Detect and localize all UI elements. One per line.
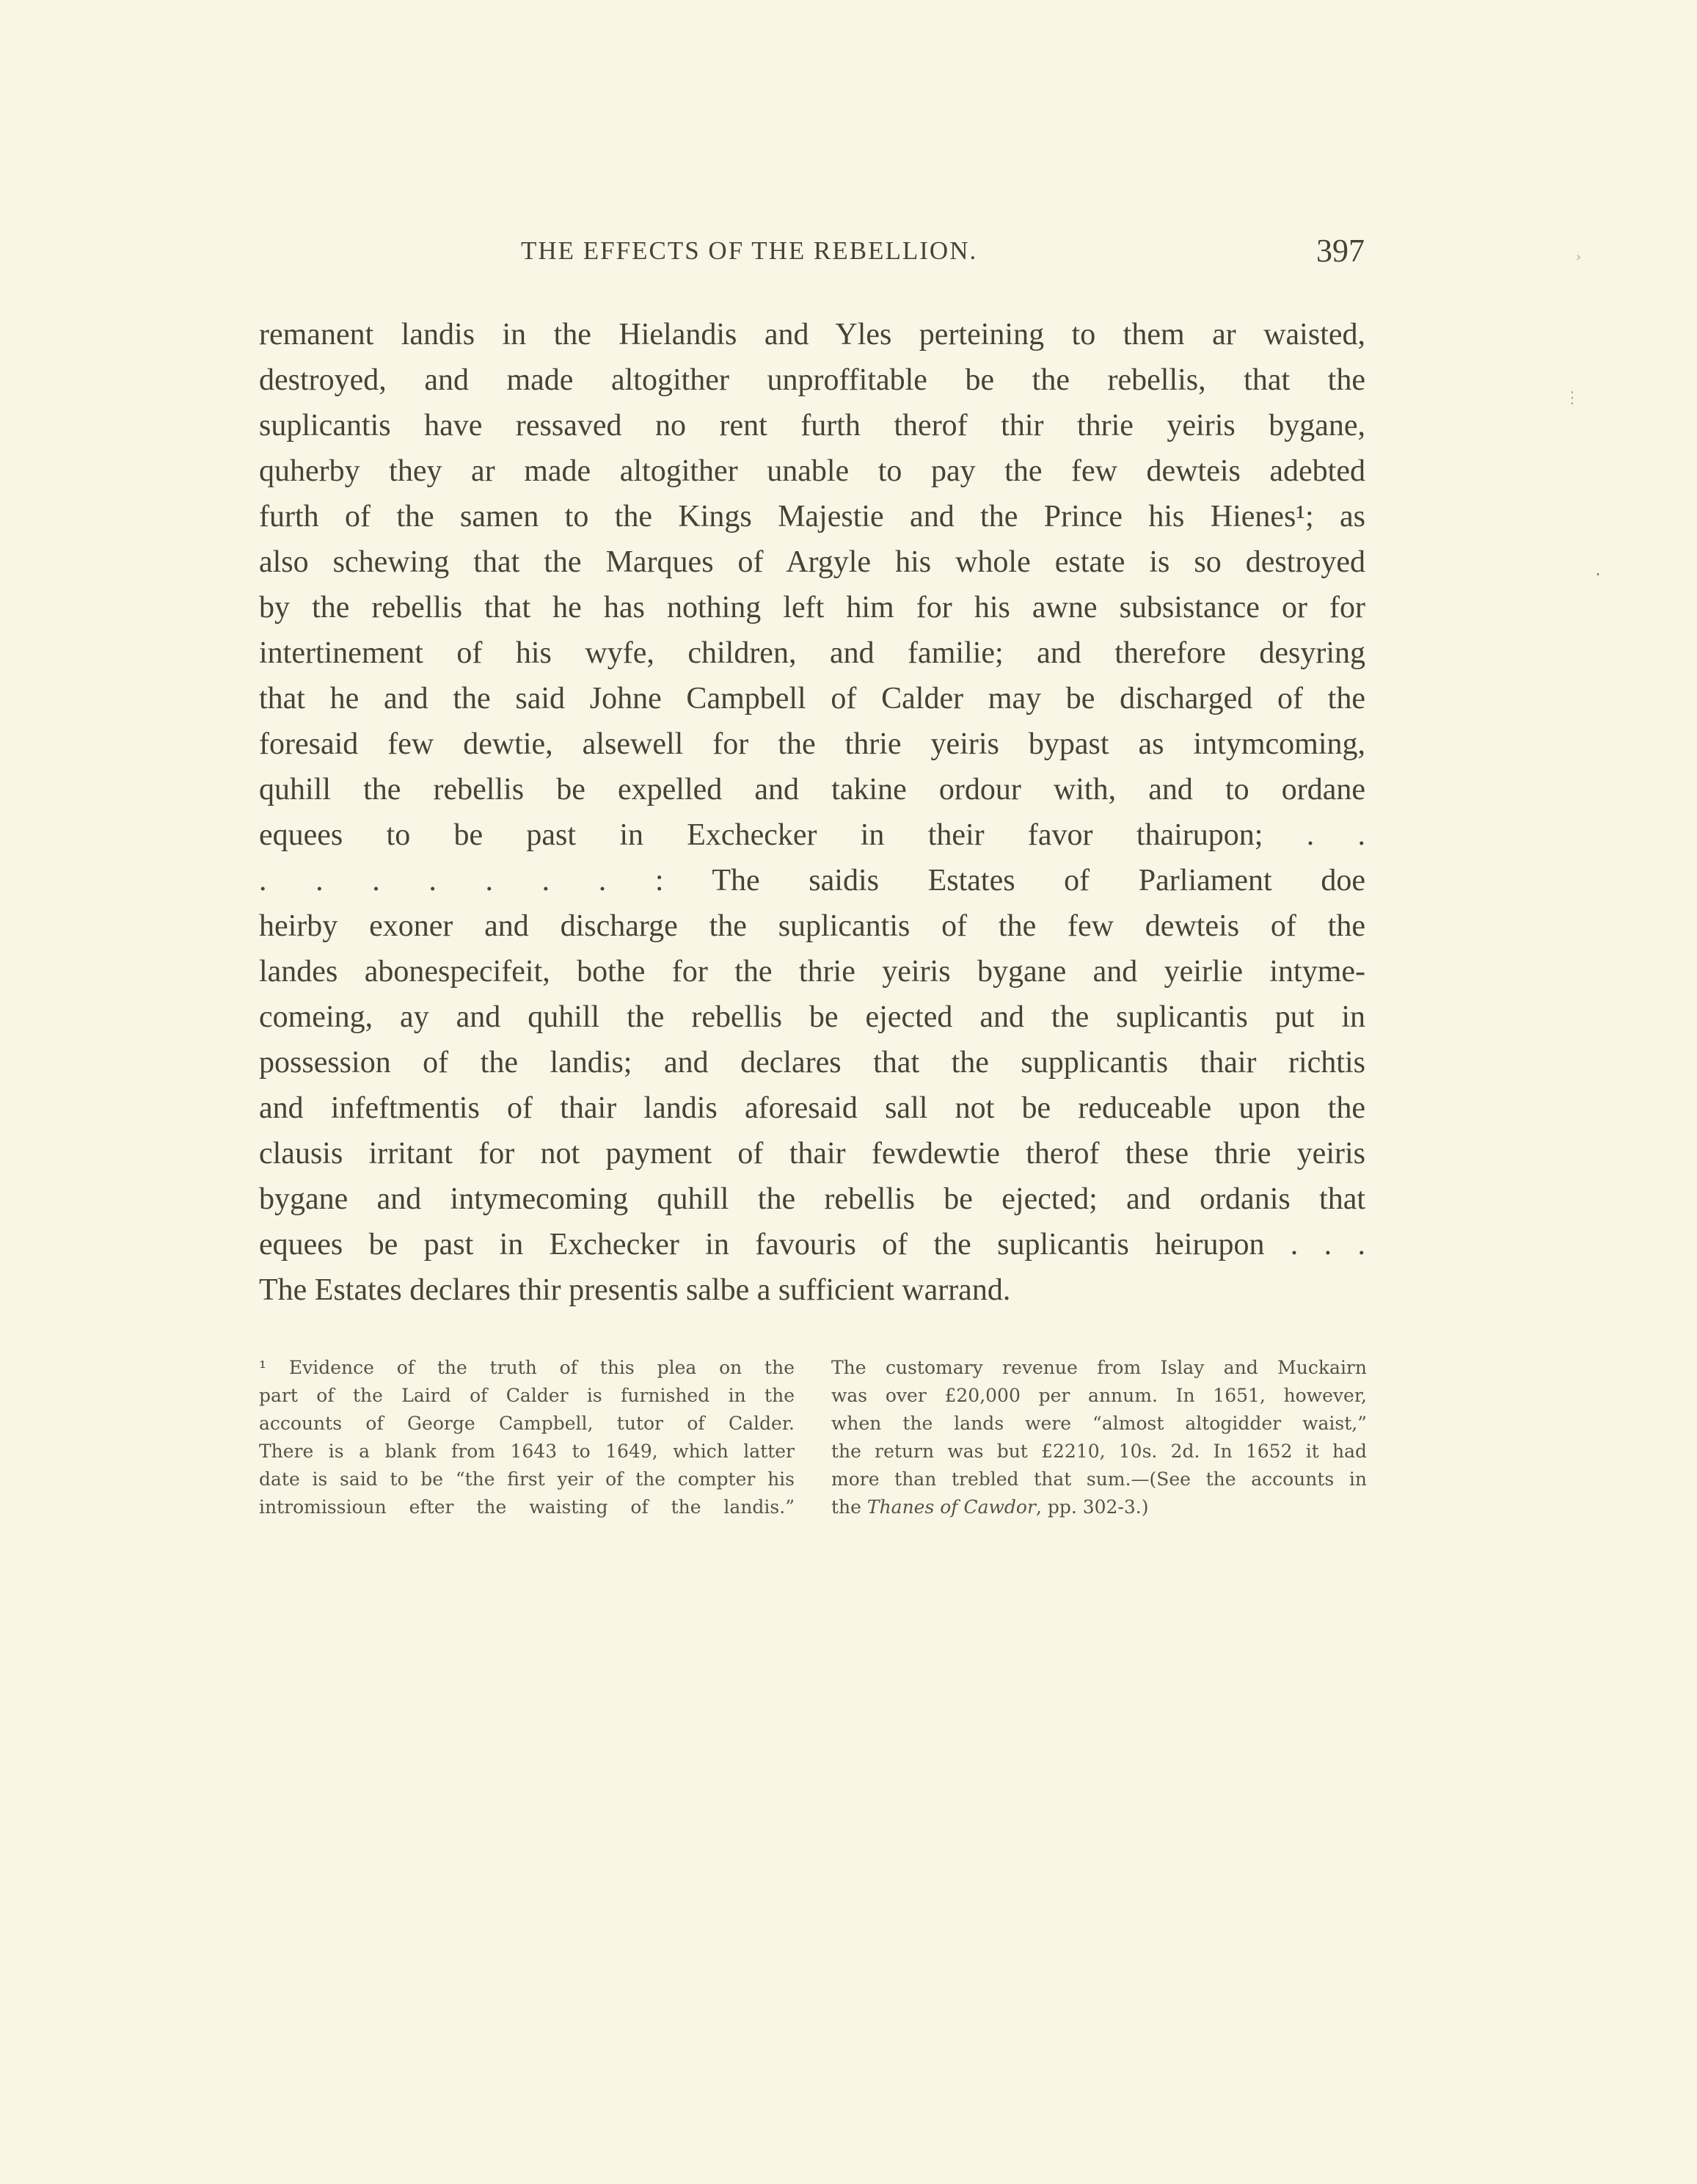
footnote-line: part of the Laird of Calder is furnished in the bbox=[259, 1385, 795, 1406]
body-line: comeing, ay and quhill the rebellis be ejected and the suplicantis put in bbox=[259, 1000, 1365, 1034]
footnote-line: the return was but £2210, 10s. 2d. In 1652 it had bbox=[831, 1441, 1367, 1462]
body-line: foresaid few dewtie, alsewell for the thrie yeiris bypast as intymcoming, bbox=[259, 727, 1365, 761]
body-line: equees be past in Exchecker in favouris of the suplicantis heirupon . . . bbox=[259, 1228, 1365, 1262]
body-line: and infeftmentis of thair landis aforesaid sall not be reduceable upon the bbox=[259, 1091, 1365, 1125]
footnote-line: date is said to be “the first yeir of the compter his bbox=[259, 1468, 795, 1490]
body-text bbox=[259, 312, 1365, 1313]
footnote-text: , pp. 302-3.) bbox=[1035, 1496, 1149, 1518]
margin-speck: ․ bbox=[1595, 559, 1602, 580]
body-line: . . . . . . . : The saidis Estates of Parliament doe bbox=[259, 864, 1365, 898]
footnote-line: There is a blank from 1643 to 1649, which latter bbox=[259, 1441, 795, 1462]
body-line: clausis irritant for not payment of thair fewdewtie therof these thrie yeiris bbox=[259, 1137, 1365, 1171]
body-line: that he and the said Johne Campbell of Calder may be discharged of the bbox=[259, 682, 1365, 716]
margin-speck: ⋮ bbox=[1564, 389, 1580, 407]
chapter-title: THE EFFECTS OF THE REBELLION. bbox=[521, 236, 978, 265]
body-line: landes abonespecifeit, bothe for the thrie yeiris bygane and yeirlie intyme- bbox=[259, 955, 1365, 989]
body-line: remanent landis in the Hielandis and Yles perteining to them ar waisted, bbox=[259, 318, 1365, 352]
body-line: suplicantis have ressaved no rent furth therof thir thrie yeiris bygane, bbox=[259, 409, 1365, 443]
footnote-line: intromissioun efter the waisting of the landis.” bbox=[259, 1496, 795, 1518]
page-number: 397 bbox=[1316, 233, 1365, 269]
footnote-column-left bbox=[259, 1354, 795, 1521]
margin-speck: › bbox=[1576, 250, 1582, 265]
body-line: heirby exoner and discharge the suplicantis of the few dewteis of the bbox=[259, 909, 1365, 943]
body-line: by the rebellis that he has nothing left him for his awne subsistance or for bbox=[259, 591, 1365, 625]
footnote-line: accounts of George Campbell, tutor of Calder. bbox=[259, 1413, 795, 1434]
body-line: furth of the samen to the Kings Majestie and the Prince his Hienes¹; as bbox=[259, 500, 1365, 534]
body-line: quherby they ar made altogither unable to pay the few dewteis adebted bbox=[259, 454, 1365, 488]
footnote-column-right bbox=[831, 1354, 1367, 1521]
body-line: destroyed, and made altogither unproffitable be the rebellis, that the bbox=[259, 363, 1365, 397]
body-line: possession of the landis; and declares that the supplicantis thair richtis bbox=[259, 1046, 1365, 1080]
footnote-line: when the lands were “almost altogidder waist,” bbox=[831, 1413, 1367, 1434]
footnote-line: was over £20,000 per annum. In 1651, however, bbox=[831, 1385, 1367, 1406]
body-line: equees to be past in Exchecker in their favor thairupon; . . bbox=[259, 818, 1365, 852]
book-title-citation: Thanes of Cawdor bbox=[866, 1496, 1036, 1518]
body-line: also schewing that the Marques of Argyle his whole estate is so destroyed bbox=[259, 545, 1365, 579]
footnote-line bbox=[831, 1493, 1367, 1521]
footnote-line: ¹ Evidence of the truth of this plea on the bbox=[259, 1357, 795, 1378]
footnote-line: The customary revenue from Islay and Muckairn bbox=[831, 1357, 1367, 1378]
running-head bbox=[260, 233, 1365, 273]
footnote-text: the bbox=[831, 1496, 867, 1518]
body-line: The Estates declares thir presentis salbe a sufficient warrand. bbox=[259, 1273, 1011, 1307]
footnote-line: more than trebled that sum.—(See the accounts in bbox=[831, 1468, 1367, 1490]
body-line: intertinement of his wyfe, children, and familie; and therefore desyring bbox=[259, 636, 1365, 670]
body-line: quhill the rebellis be expelled and takine ordour with, and to ordane bbox=[259, 773, 1365, 807]
body-line: bygane and intymecoming quhill the rebellis be ejected; and ordanis that bbox=[259, 1182, 1365, 1216]
